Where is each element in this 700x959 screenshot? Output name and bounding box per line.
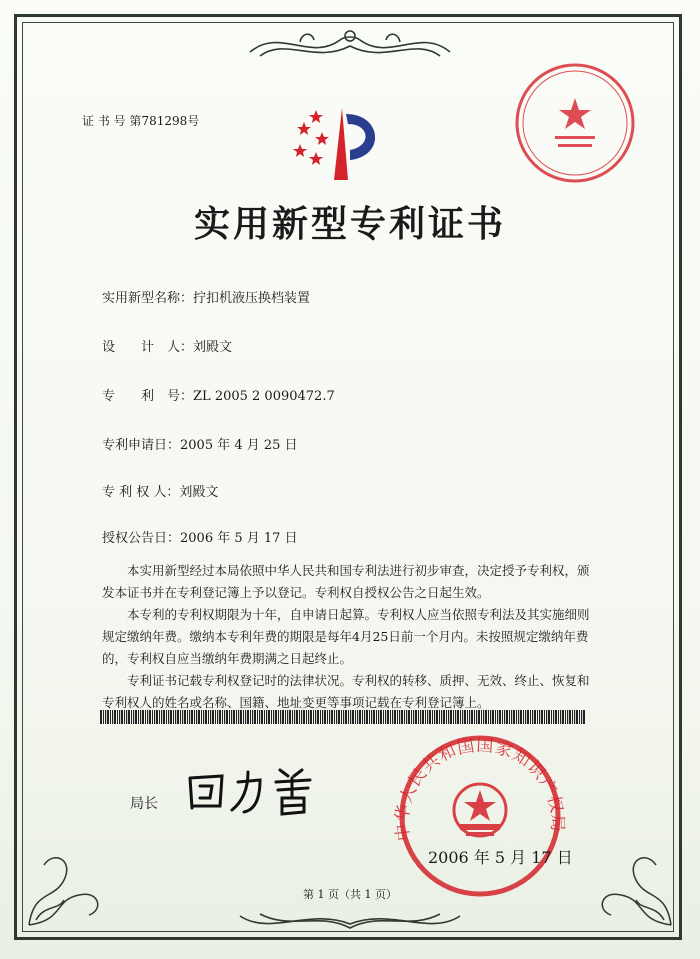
agency-seal: [510, 58, 640, 188]
patent-number-value: ZL 2005 2 0090472.7: [193, 389, 335, 404]
director-signature: [180, 760, 330, 820]
state-ip-office-seal: [380, 720, 580, 900]
seal-date: 2006 年 5 月 17 日: [428, 848, 573, 867]
certificate-body: [102, 560, 598, 714]
certificate-number: 证 书 号 第781298号: [82, 114, 200, 128]
grant-date-value: 2006 年 5 月 17 日: [180, 531, 298, 546]
director-label: 局长: [130, 796, 158, 812]
filing-date-label: 专利申请日：: [102, 438, 181, 453]
bottom-ornament: [230, 908, 470, 938]
designer-field: [102, 336, 232, 355]
top-ornament: [240, 22, 460, 64]
body-paragraph-1: 本实用新型经过本局依照中华人民共和国专利法进行初步审查，决定授予专利权，颁发本证书并在专利登记簿上予以登记。专利权自授权公告之日起生效。: [102, 563, 590, 600]
corner-ornament-bottom-right: [586, 830, 676, 930]
filing-date-field: [102, 434, 298, 453]
svg-text:中华人民共和国国家知识产权局: 中华人民共和国国家知识产权局: [392, 735, 568, 842]
grant-date-field: [102, 527, 298, 546]
patent-office-logo-icon: [290, 100, 390, 186]
patent-number-field: [102, 385, 335, 404]
designer-label: 设 计 人：: [102, 340, 194, 355]
corner-ornament-bottom-left: [24, 830, 114, 930]
utility-model-name-field: [102, 287, 310, 306]
page-number: 第 1 页（共 1 页）: [303, 888, 397, 901]
body-paragraph-2: 本专利的专利权期限为十年，自申请日起算。专利权人应当依照专利法及其实施细则规定缴纳年费。缴纳本专利年费的期限是每年4月25日前一个月内。未按照规定缴纳年费的，专利权自应当缴纳年费期满之日起终止。: [102, 607, 590, 666]
grant-date-label: 授权公告日：: [102, 531, 181, 546]
certificate-title: 实用新型专利证书: [193, 203, 506, 245]
patent-number-label: 专 利 号：: [102, 389, 194, 404]
filing-date-value: 2005 年 4 月 25 日: [180, 438, 298, 453]
patent-holder-label: 专 利 权 人：: [102, 485, 180, 500]
patent-holder-field: [102, 481, 218, 500]
utility-model-name-value: 拧扣机液压换档装置: [193, 291, 311, 306]
utility-model-name-label: 实用新型名称：: [102, 291, 194, 306]
designer-value: 刘殿文: [193, 340, 233, 355]
body-paragraph-3: 专利证书记载专利权登记时的法律状况。专利权的转移、质押、无效、终止、恢复和专利权人的姓名或名称、国籍、地址变更等事项记载在专利登记簿上。: [102, 673, 590, 710]
patent-holder-value: 刘殿文: [179, 485, 219, 500]
